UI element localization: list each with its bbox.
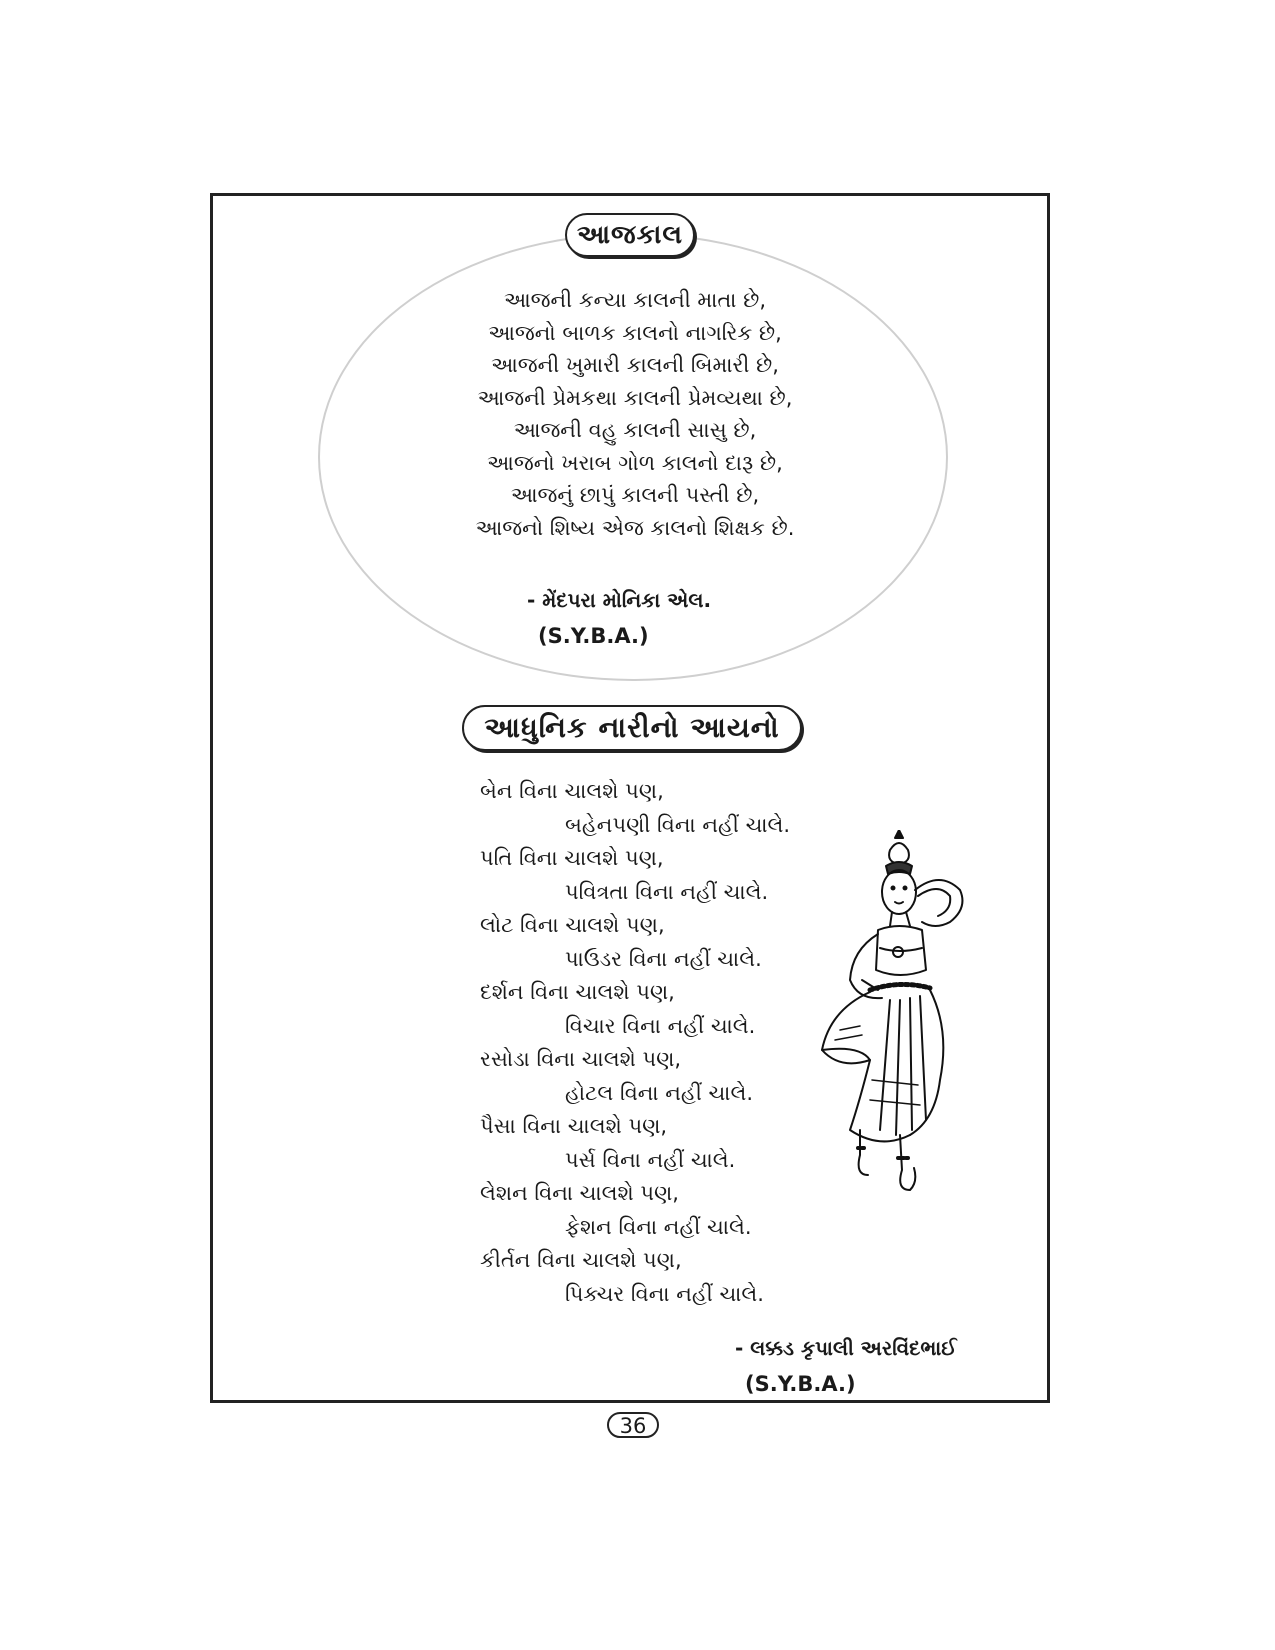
poem2-body <box>480 775 790 1311</box>
poem1-title: આજકાલ <box>565 213 695 257</box>
poem1-line: આજનું છાપું કાલની પસ્તી છે, <box>510 483 760 507</box>
poem2-author: - લક્કડ કૃપાલી અરવિંદભાઈ <box>735 1336 957 1360</box>
poem2-line: કીર્તન વિના ચાલશે પણ, <box>480 1248 682 1272</box>
poem2-line: પિક્ચર વિના નહીં ચાલે. <box>565 1281 764 1306</box>
dancer-icon <box>800 830 1000 1230</box>
poem2-line: હોટલ વિના નહીં ચાલે. <box>565 1080 754 1105</box>
poem1-line: આજની કન્યા કાલની માતા છે, <box>503 288 767 312</box>
poem1-line: આજનો બાળક કાલનો નાગરિક છે, <box>488 320 782 345</box>
poem2-line: બહેનપણી વિના નહીં ચાલે. <box>565 812 791 837</box>
poem2-line: ફેશન વિના નહીં ચાલે. <box>565 1214 752 1239</box>
poem2-line: પર્સ વિના નહીં ચાલે. <box>565 1147 736 1172</box>
poem2-line: પવિત્રતા વિના નહીં ચાલે. <box>565 879 769 904</box>
poem2-line: રસોડા વિના ચાલશે પણ, <box>480 1047 682 1071</box>
poem1-line: આજની ખુમારી કાલની બિમારી છે, <box>491 353 779 377</box>
poem1-author: - મેંદપરા મોનિકા એલ. <box>527 588 712 612</box>
poem2-title: આધુનિક નારીનો આયનો <box>462 705 802 751</box>
poem1-body <box>440 284 830 544</box>
poem1-line: આજનો ખરાબ ગોળ કાલનો દારૂ છે, <box>487 450 783 475</box>
poem2-line: બેન વિના ચાલશે પણ, <box>480 779 664 803</box>
poem2-line: પાઉડર વિના નહીં ચાલે. <box>565 946 762 971</box>
page-number: 36 <box>607 1412 659 1438</box>
poem1-line: આજની વહુ કાલની સાસુ છે, <box>513 418 757 442</box>
poem2-class: (S.Y.B.A.) <box>745 1372 856 1396</box>
poem2-line: દર્શન વિના ચાલશે પણ, <box>480 980 675 1004</box>
poem2-line: લોટ વિના ચાલશે પણ, <box>480 913 665 937</box>
poem2-line: લેશન વિના ચાલશે પણ, <box>480 1181 679 1205</box>
poem1-class: (S.Y.B.A.) <box>538 624 649 648</box>
poem1-line: આજનો શિષ્ય એજ કાલનો શિક્ષક છે. <box>475 515 795 540</box>
poem2-line: પૈસા વિના ચાલશે પણ, <box>480 1114 668 1138</box>
poem2-line: પતિ વિના ચાલશે પણ, <box>480 846 664 870</box>
poem1-line: આજની પ્રેમકથા કાલની પ્રેમવ્યથા છે, <box>477 385 793 410</box>
poem2-line: વિચાર વિના નહીં ચાલે. <box>565 1013 756 1038</box>
